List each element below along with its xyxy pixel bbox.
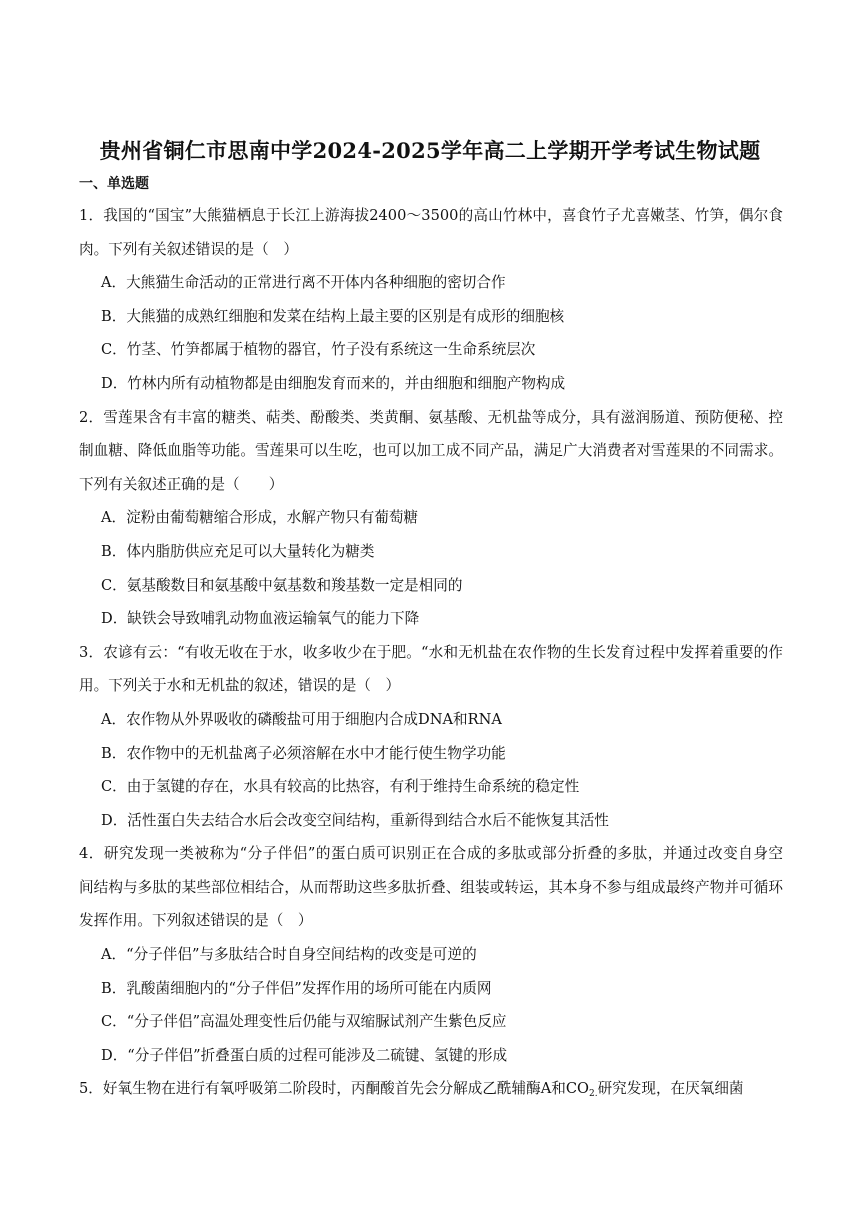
question-stem-text: 5．好氧生物在进行有氧呼吸第二阶段时，丙酮酸首先会分解成乙酰辅酶A和CO [79, 1080, 589, 1098]
question-stem: 4．研究发现一类被称为“分子伴侣”的蛋白质可识别正在合成的多肽或部分折叠的多肽，并通过改变自身空 间结构与多肽的某些部位相结合，从而帮助这些多肽折叠、组装或转运，其本身不参与组成最终产物并可循环发挥作用。下列叙述错误的是（ ） [79, 845, 798, 930]
answer-option: D．“分子伴侣”折叠蛋白质的过程可能涉及二硫键、氢键的形成 [101, 1046, 508, 1064]
question-stem: 2．雪莲果含有丰富的糖类、萜类、酚酸类、类黄酮、氨基酸、无机盐等成分，具有滋润肠道、预防便秘、控制血糖、降低血脂等功能。雪莲果可以生吃，也可以加工成不同产品，满足广大消费者对雪莲果的不同需求。下列有关叙述正确的是（ ） [79, 408, 783, 493]
answer-option: D．缺铁会导致哺乳动物血液运输氧气的能力下降 [101, 610, 420, 628]
answer-option: C．由于氢键的存在，水具有较高的比热容，有利于维持生命系统的稳定性 [101, 778, 580, 796]
page-title: 贵州省铜仁市思南中学2024-2025学年高二上学期开学考试生物试题 [99, 138, 761, 163]
answer-option: A．“分子伴侣”与多肽结合时自身空间结构的改变是可逆的 [101, 946, 477, 964]
question-item [79, 1072, 783, 1106]
answer-option: D．活性蛋白失去结合水后会改变空间结构，重新得到结合水后不能恢复其活性 [101, 811, 609, 829]
question-stem [79, 1072, 783, 1106]
question-item [79, 837, 798, 1072]
answer-option: A．淀粉由葡萄糖缩合形成，水解产物只有葡萄糖 [101, 509, 419, 527]
question-item [79, 636, 783, 838]
question-stem-text: 研究发现，在厌氧细菌 [597, 1080, 744, 1098]
question-stem: 3．农谚有云：“有收无收在于水，收多收少在于肥。“水和无机盐在农作物的生长发育过程中发挥着重要的作用。下列关于水和无机盐的叙述，错误的是（ ） [79, 643, 783, 695]
answer-option: C．竹茎、竹笋都属于植物的器官，竹子没有系统这一生命系统层次 [101, 341, 536, 359]
question-item [79, 401, 783, 636]
answer-option: D．竹林内所有动植物都是由细胞发育而来的，并由细胞和细胞产物构成 [101, 374, 566, 392]
section-heading: 一、单选题 [79, 176, 149, 192]
answer-option: B．大熊猫的成熟红细胞和发菜在结构上最主要的区别是有成形的细胞核 [101, 307, 565, 325]
answer-option: C．“分子伴侣”高温处理变性后仍能与双缩脲试剂产生紫色反应 [101, 1013, 507, 1031]
answer-option: A．农作物从外界吸收的磷酸盐可用于细胞内合成DNA和RNA [101, 710, 502, 728]
answer-option: B．农作物中的无机盐离子必须溶解在水中才能行使生物学功能 [101, 744, 506, 762]
answer-option: C．氨基酸数目和氨基酸中氨基数和羧基数一定是相同的 [101, 576, 463, 594]
subscript-text: 2. [588, 1089, 598, 1100]
answer-option: B．乳酸菌细胞内的“分子伴侣”发挥作用的场所可能在内质网 [101, 979, 492, 997]
question-list [79, 199, 798, 1106]
question-item [79, 199, 783, 401]
answer-option: B．体内脂肪供应充足可以大量转化为糖类 [101, 542, 375, 560]
answer-option: A．大熊猫生命活动的正常进行离不开体内各种细胞的密切合作 [101, 274, 506, 292]
question-stem: 1．我国的“国宝”大熊猫栖息于长江上游海拔2400～3500的高山竹林中，喜食竹子尤喜嫩茎、竹笋，偶尔食肉。下列有关叙述错误的是（ ） [79, 207, 783, 258]
